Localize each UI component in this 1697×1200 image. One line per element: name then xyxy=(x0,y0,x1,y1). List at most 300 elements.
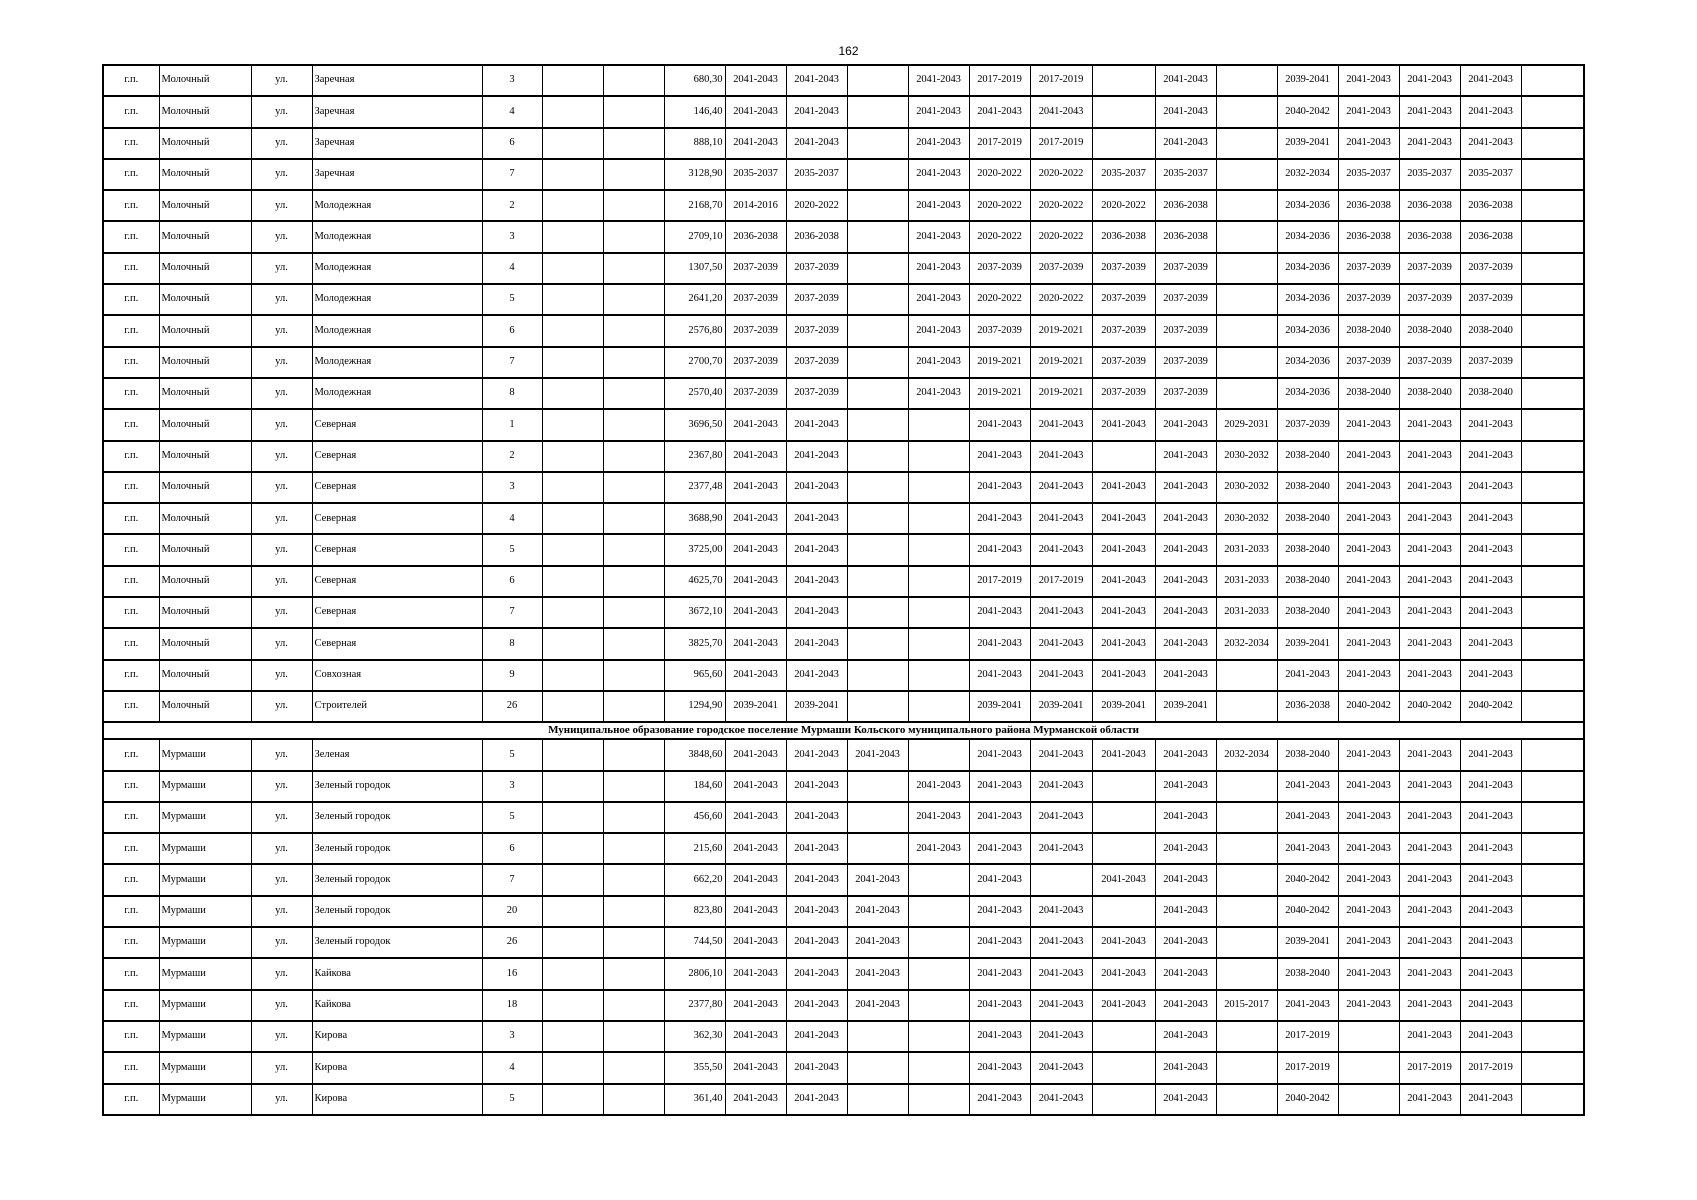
settlement-type-cell: г.п. xyxy=(103,221,159,252)
settlement-name-cell: Молочный xyxy=(159,253,251,284)
repair-period-cell: 2041-2043 xyxy=(1155,441,1216,472)
repair-period-cell xyxy=(847,833,908,864)
area-cell: 1294,90 xyxy=(664,691,725,722)
repair-period-cell: 2020-2022 xyxy=(969,159,1030,190)
street-name-cell: Кирова xyxy=(312,1021,482,1052)
empty-cell xyxy=(1521,534,1584,565)
repair-period-cell: 2031-2033 xyxy=(1216,566,1277,597)
repair-period-cell: 2041-2043 xyxy=(1399,65,1460,96)
repair-period-cell: 2040-2042 xyxy=(1277,896,1338,927)
empty-cell xyxy=(603,691,664,722)
repair-period-cell: 2037-2039 xyxy=(1338,347,1399,378)
repair-period-cell: 2041-2043 xyxy=(969,628,1030,659)
repair-period-cell: 2041-2043 xyxy=(786,409,847,440)
repair-period-cell xyxy=(1092,441,1155,472)
empty-cell xyxy=(542,990,603,1021)
repair-period-cell: 2038-2040 xyxy=(1460,315,1521,346)
area-cell: 2377,80 xyxy=(664,990,725,1021)
empty-cell xyxy=(542,864,603,895)
empty-cell xyxy=(542,96,603,127)
empty-cell xyxy=(542,802,603,833)
settlement-type-cell: г.п. xyxy=(103,315,159,346)
repair-period-cell xyxy=(1216,253,1277,284)
repair-period-cell: 2038-2040 xyxy=(1399,378,1460,409)
repair-period-cell: 2041-2043 xyxy=(1338,864,1399,895)
repair-period-cell: 2037-2039 xyxy=(1277,409,1338,440)
table-row xyxy=(103,378,1584,409)
repair-period-cell xyxy=(847,503,908,534)
area-cell: 2377,48 xyxy=(664,472,725,503)
repair-period-cell: 2032-2034 xyxy=(1216,739,1277,770)
repair-period-cell: 2041-2043 xyxy=(969,958,1030,989)
empty-cell xyxy=(542,441,603,472)
repair-period-cell: 2041-2043 xyxy=(1030,771,1092,802)
area-cell: 2700,70 xyxy=(664,347,725,378)
street-name-cell: Северная xyxy=(312,472,482,503)
street-type-cell: ул. xyxy=(251,253,312,284)
repair-period-cell: 2019-2021 xyxy=(969,378,1030,409)
settlement-name-cell: Мурмаши xyxy=(159,771,251,802)
settlement-type-cell: г.п. xyxy=(103,597,159,628)
repair-period-cell: 2037-2039 xyxy=(1460,347,1521,378)
empty-cell xyxy=(603,65,664,96)
area-cell: 3128,90 xyxy=(664,159,725,190)
repair-period-cell: 2041-2043 xyxy=(1460,503,1521,534)
repair-period-cell: 2038-2040 xyxy=(1277,958,1338,989)
repair-period-cell: 2041-2043 xyxy=(786,96,847,127)
house-number-cell: 1 xyxy=(482,409,542,440)
repair-period-cell: 2037-2039 xyxy=(786,378,847,409)
settlement-type-cell: г.п. xyxy=(103,96,159,127)
repair-period-cell xyxy=(1216,802,1277,833)
repair-period-cell: 2041-2043 xyxy=(1030,441,1092,472)
house-number-cell: 9 xyxy=(482,660,542,691)
repair-period-cell: 2041-2043 xyxy=(1399,409,1460,440)
repair-schedule-table xyxy=(102,64,1585,1116)
empty-cell xyxy=(1521,284,1584,315)
repair-period-cell: 2041-2043 xyxy=(1399,441,1460,472)
repair-period-cell: 2041-2043 xyxy=(908,347,969,378)
repair-period-cell: 2041-2043 xyxy=(1338,896,1399,927)
repair-period-cell: 2037-2039 xyxy=(786,253,847,284)
table-row xyxy=(103,597,1584,628)
house-number-cell: 16 xyxy=(482,958,542,989)
repair-period-cell: 2041-2043 xyxy=(786,597,847,628)
repair-period-cell: 2037-2039 xyxy=(969,315,1030,346)
area-cell: 3725,00 xyxy=(664,534,725,565)
empty-cell xyxy=(542,190,603,221)
street-type-cell: ул. xyxy=(251,896,312,927)
repair-period-cell: 2034-2036 xyxy=(1277,190,1338,221)
repair-period-cell: 2041-2043 xyxy=(1030,990,1092,1021)
repair-period-cell: 2041-2043 xyxy=(969,990,1030,1021)
settlement-name-cell: Молочный xyxy=(159,159,251,190)
repair-period-cell: 2041-2043 xyxy=(847,864,908,895)
repair-period-cell: 2041-2043 xyxy=(969,660,1030,691)
repair-period-cell: 2041-2043 xyxy=(1155,96,1216,127)
repair-period-cell: 2041-2043 xyxy=(1399,958,1460,989)
repair-period-cell xyxy=(1216,347,1277,378)
repair-period-cell: 2041-2043 xyxy=(1030,472,1092,503)
empty-cell xyxy=(542,159,603,190)
repair-period-cell: 2041-2043 xyxy=(969,597,1030,628)
table-row xyxy=(103,65,1584,96)
repair-period-cell xyxy=(1216,1052,1277,1083)
table-row xyxy=(103,534,1584,565)
settlement-type-cell: г.п. xyxy=(103,660,159,691)
empty-cell xyxy=(1521,864,1584,895)
repair-period-cell: 2041-2043 xyxy=(1030,1021,1092,1052)
repair-period-cell: 2032-2034 xyxy=(1277,159,1338,190)
area-cell: 3848,60 xyxy=(664,739,725,770)
empty-cell xyxy=(1521,128,1584,159)
street-name-cell: Заречная xyxy=(312,159,482,190)
repair-period-cell: 2037-2039 xyxy=(786,284,847,315)
repair-period-cell: 2038-2040 xyxy=(1277,534,1338,565)
street-name-cell: Зеленый городок xyxy=(312,802,482,833)
empty-cell xyxy=(603,315,664,346)
table-row xyxy=(103,958,1584,989)
empty-cell xyxy=(542,128,603,159)
repair-period-cell: 2037-2039 xyxy=(1092,284,1155,315)
repair-period-cell: 2037-2039 xyxy=(1092,378,1155,409)
settlement-type-cell: г.п. xyxy=(103,833,159,864)
table-row xyxy=(103,691,1584,722)
repair-period-cell: 2041-2043 xyxy=(908,802,969,833)
repair-period-cell: 2041-2043 xyxy=(1399,128,1460,159)
repair-period-cell: 2020-2022 xyxy=(786,190,847,221)
empty-cell xyxy=(1521,660,1584,691)
repair-period-cell: 2041-2043 xyxy=(1030,660,1092,691)
repair-period-cell xyxy=(847,534,908,565)
repair-period-cell xyxy=(908,534,969,565)
repair-period-cell: 2019-2021 xyxy=(1030,378,1092,409)
street-type-cell: ул. xyxy=(251,864,312,895)
house-number-cell: 8 xyxy=(482,628,542,659)
repair-period-cell xyxy=(1216,65,1277,96)
settlement-type-cell: г.п. xyxy=(103,896,159,927)
table-row xyxy=(103,1021,1584,1052)
empty-cell xyxy=(603,503,664,534)
empty-cell xyxy=(1521,503,1584,534)
repair-period-cell xyxy=(908,566,969,597)
repair-period-cell: 2039-2041 xyxy=(1155,691,1216,722)
empty-cell xyxy=(603,927,664,958)
settlement-type-cell: г.п. xyxy=(103,284,159,315)
repair-period-cell xyxy=(908,691,969,722)
repair-period-cell: 2041-2043 xyxy=(1277,802,1338,833)
repair-period-cell: 2041-2043 xyxy=(1092,628,1155,659)
repair-period-cell: 2041-2043 xyxy=(1155,896,1216,927)
empty-cell xyxy=(542,927,603,958)
house-number-cell: 3 xyxy=(482,221,542,252)
repair-period-cell: 2020-2022 xyxy=(1030,159,1092,190)
repair-period-cell: 2041-2043 xyxy=(1030,628,1092,659)
repair-period-cell: 2041-2043 xyxy=(786,1052,847,1083)
repair-period-cell: 2037-2039 xyxy=(786,347,847,378)
table-row xyxy=(103,739,1584,770)
repair-period-cell: 2041-2043 xyxy=(1460,896,1521,927)
repair-period-cell: 2041-2043 xyxy=(1338,927,1399,958)
repair-period-cell: 2041-2043 xyxy=(1277,771,1338,802)
settlement-type-cell: г.п. xyxy=(103,347,159,378)
empty-cell xyxy=(1521,190,1584,221)
repair-period-cell: 2041-2043 xyxy=(786,472,847,503)
repair-period-cell: 2041-2043 xyxy=(908,65,969,96)
area-cell: 2576,80 xyxy=(664,315,725,346)
repair-period-cell xyxy=(1216,1084,1277,1115)
repair-period-cell: 2041-2043 xyxy=(1030,927,1092,958)
repair-period-cell: 2017-2019 xyxy=(1277,1021,1338,1052)
repair-period-cell: 2041-2043 xyxy=(1155,958,1216,989)
settlement-name-cell: Молочный xyxy=(159,190,251,221)
repair-period-cell: 2037-2039 xyxy=(786,315,847,346)
repair-period-cell: 2017-2019 xyxy=(1399,1052,1460,1083)
repair-period-cell xyxy=(847,1084,908,1115)
street-type-cell: ул. xyxy=(251,660,312,691)
repair-period-cell: 2020-2022 xyxy=(969,190,1030,221)
street-type-cell: ул. xyxy=(251,1084,312,1115)
repair-period-cell: 2041-2043 xyxy=(725,802,786,833)
repair-period-cell: 2037-2039 xyxy=(1155,315,1216,346)
settlement-name-cell: Молочный xyxy=(159,315,251,346)
settlement-name-cell: Молочный xyxy=(159,566,251,597)
repair-period-cell: 2041-2043 xyxy=(1030,1084,1092,1115)
street-name-cell: Зеленый городок xyxy=(312,833,482,864)
house-number-cell: 4 xyxy=(482,1052,542,1083)
repair-period-cell: 2041-2043 xyxy=(1155,503,1216,534)
repair-period-cell xyxy=(847,1052,908,1083)
repair-period-cell: 2041-2043 xyxy=(1399,503,1460,534)
empty-cell xyxy=(542,691,603,722)
table-row xyxy=(103,315,1584,346)
empty-cell xyxy=(603,534,664,565)
repair-period-cell xyxy=(1030,864,1092,895)
repair-period-cell: 2041-2043 xyxy=(1338,566,1399,597)
house-number-cell: 4 xyxy=(482,96,542,127)
table-row xyxy=(103,628,1584,659)
repair-period-cell: 2036-2038 xyxy=(786,221,847,252)
repair-period-cell: 2041-2043 xyxy=(969,441,1030,472)
repair-period-cell xyxy=(1092,1084,1155,1115)
house-number-cell: 3 xyxy=(482,771,542,802)
settlement-type-cell: г.п. xyxy=(103,159,159,190)
empty-cell xyxy=(603,802,664,833)
table-row xyxy=(103,128,1584,159)
repair-period-cell: 2014-2016 xyxy=(725,190,786,221)
repair-period-cell: 2041-2043 xyxy=(1460,771,1521,802)
repair-period-cell: 2037-2039 xyxy=(1092,253,1155,284)
repair-period-cell: 2041-2043 xyxy=(908,159,969,190)
area-cell: 362,30 xyxy=(664,1021,725,1052)
empty-cell xyxy=(542,1021,603,1052)
repair-period-cell: 2039-2041 xyxy=(1277,65,1338,96)
repair-period-cell: 2041-2043 xyxy=(1155,833,1216,864)
repair-period-cell xyxy=(847,96,908,127)
repair-period-cell: 2041-2043 xyxy=(1338,503,1399,534)
empty-cell xyxy=(542,566,603,597)
repair-period-cell: 2039-2041 xyxy=(786,691,847,722)
settlement-name-cell: Молочный xyxy=(159,503,251,534)
empty-cell xyxy=(1521,691,1584,722)
repair-period-cell: 2041-2043 xyxy=(1338,441,1399,472)
street-type-cell: ул. xyxy=(251,128,312,159)
repair-period-cell: 2041-2043 xyxy=(1155,990,1216,1021)
empty-cell xyxy=(1521,1052,1584,1083)
street-type-cell: ул. xyxy=(251,1052,312,1083)
empty-cell xyxy=(1521,927,1584,958)
repair-period-cell: 2041-2043 xyxy=(1030,409,1092,440)
repair-period-cell: 2038-2040 xyxy=(1399,315,1460,346)
settlement-name-cell: Мурмаши xyxy=(159,927,251,958)
area-cell: 361,40 xyxy=(664,1084,725,1115)
settlement-type-cell: г.п. xyxy=(103,503,159,534)
repair-period-cell: 2041-2043 xyxy=(786,628,847,659)
repair-period-cell: 2041-2043 xyxy=(786,441,847,472)
repair-period-cell: 2017-2019 xyxy=(969,128,1030,159)
street-type-cell: ул. xyxy=(251,65,312,96)
house-number-cell: 2 xyxy=(482,441,542,472)
repair-period-cell: 2041-2043 xyxy=(969,1021,1030,1052)
repair-period-cell xyxy=(847,660,908,691)
section-header-row xyxy=(103,722,1584,739)
street-name-cell: Северная xyxy=(312,597,482,628)
repair-period-cell: 2041-2043 xyxy=(969,96,1030,127)
repair-period-cell xyxy=(1216,315,1277,346)
repair-period-cell: 2017-2019 xyxy=(1030,128,1092,159)
street-type-cell: ул. xyxy=(251,597,312,628)
empty-cell xyxy=(542,221,603,252)
repair-period-cell: 2039-2041 xyxy=(1277,628,1338,659)
repair-period-cell xyxy=(1216,833,1277,864)
repair-period-cell: 2041-2043 xyxy=(786,896,847,927)
repair-period-cell: 2041-2043 xyxy=(1155,128,1216,159)
repair-period-cell: 2041-2043 xyxy=(1092,503,1155,534)
repair-period-cell xyxy=(1216,927,1277,958)
repair-period-cell: 2041-2043 xyxy=(847,739,908,770)
house-number-cell: 2 xyxy=(482,190,542,221)
repair-period-cell: 2039-2041 xyxy=(1030,691,1092,722)
street-type-cell: ул. xyxy=(251,691,312,722)
repair-period-cell: 2041-2043 xyxy=(725,472,786,503)
repair-period-cell: 2041-2043 xyxy=(1092,534,1155,565)
table-row xyxy=(103,1084,1584,1115)
house-number-cell: 20 xyxy=(482,896,542,927)
empty-cell xyxy=(542,833,603,864)
repair-period-cell: 2041-2043 xyxy=(1338,802,1399,833)
area-cell: 2806,10 xyxy=(664,958,725,989)
street-type-cell: ул. xyxy=(251,833,312,864)
settlement-name-cell: Молочный xyxy=(159,472,251,503)
repair-period-cell: 2041-2043 xyxy=(1338,833,1399,864)
street-type-cell: ул. xyxy=(251,284,312,315)
empty-cell xyxy=(603,1084,664,1115)
repair-period-cell: 2041-2043 xyxy=(1092,660,1155,691)
repair-period-cell: 2041-2043 xyxy=(725,628,786,659)
repair-period-cell: 2041-2043 xyxy=(1460,958,1521,989)
repair-period-cell: 2041-2043 xyxy=(1460,65,1521,96)
repair-period-cell xyxy=(847,159,908,190)
table-row xyxy=(103,159,1584,190)
repair-period-cell: 2041-2043 xyxy=(1338,771,1399,802)
repair-period-cell: 2041-2043 xyxy=(786,833,847,864)
repair-period-cell xyxy=(1216,896,1277,927)
repair-period-cell: 2041-2043 xyxy=(969,771,1030,802)
house-number-cell: 6 xyxy=(482,566,542,597)
table-row xyxy=(103,441,1584,472)
repair-period-cell xyxy=(908,990,969,1021)
settlement-name-cell: Молочный xyxy=(159,534,251,565)
repair-period-cell: 2036-2038 xyxy=(1092,221,1155,252)
settlement-name-cell: Мурмаши xyxy=(159,958,251,989)
empty-cell xyxy=(603,253,664,284)
street-name-cell: Молодежная xyxy=(312,190,482,221)
street-name-cell: Зеленый городок xyxy=(312,864,482,895)
repair-period-cell: 2041-2043 xyxy=(1338,597,1399,628)
repair-period-cell: 2036-2038 xyxy=(1277,691,1338,722)
settlement-name-cell: Мурмаши xyxy=(159,896,251,927)
repair-period-cell: 2037-2039 xyxy=(1030,253,1092,284)
repair-period-cell: 2041-2043 xyxy=(1399,833,1460,864)
street-type-cell: ул. xyxy=(251,503,312,534)
repair-period-cell: 2041-2043 xyxy=(1092,739,1155,770)
table-row xyxy=(103,1052,1584,1083)
repair-period-cell: 2041-2043 xyxy=(1338,958,1399,989)
repair-period-cell: 2041-2043 xyxy=(786,1021,847,1052)
repair-period-cell: 2041-2043 xyxy=(1460,1021,1521,1052)
repair-period-cell: 2038-2040 xyxy=(1338,315,1399,346)
repair-period-cell: 2041-2043 xyxy=(1155,927,1216,958)
street-name-cell: Северная xyxy=(312,628,482,659)
repair-period-cell: 2019-2021 xyxy=(1030,347,1092,378)
settlement-name-cell: Мурмаши xyxy=(159,990,251,1021)
repair-period-cell: 2038-2040 xyxy=(1460,378,1521,409)
area-cell: 3825,70 xyxy=(664,628,725,659)
section-title: Муниципальное образование городское поселение Мурмаши Кольского муниципального района Мурманской области xyxy=(103,722,1584,739)
empty-cell xyxy=(1521,253,1584,284)
repair-period-cell: 2041-2043 xyxy=(1155,409,1216,440)
street-name-cell: Молодежная xyxy=(312,253,482,284)
empty-cell xyxy=(1521,315,1584,346)
settlement-name-cell: Молочный xyxy=(159,691,251,722)
settlement-type-cell: г.п. xyxy=(103,190,159,221)
table-row xyxy=(103,566,1584,597)
repair-period-cell: 2017-2019 xyxy=(1030,566,1092,597)
repair-period-cell: 2041-2043 xyxy=(1155,566,1216,597)
street-type-cell: ул. xyxy=(251,771,312,802)
empty-cell xyxy=(603,159,664,190)
area-cell: 184,60 xyxy=(664,771,725,802)
repair-period-cell: 2041-2043 xyxy=(1155,472,1216,503)
area-cell: 3696,50 xyxy=(664,409,725,440)
street-type-cell: ул. xyxy=(251,378,312,409)
repair-period-cell: 2041-2043 xyxy=(1338,739,1399,770)
repair-period-cell: 2041-2043 xyxy=(1338,990,1399,1021)
repair-period-cell xyxy=(908,739,969,770)
empty-cell xyxy=(542,284,603,315)
settlement-name-cell: Молочный xyxy=(159,65,251,96)
empty-cell xyxy=(542,347,603,378)
repair-period-cell xyxy=(1216,221,1277,252)
empty-cell xyxy=(603,190,664,221)
settlement-name-cell: Мурмаши xyxy=(159,1021,251,1052)
repair-period-cell: 2041-2043 xyxy=(1155,628,1216,659)
repair-period-cell xyxy=(847,628,908,659)
repair-period-cell: 2019-2021 xyxy=(1030,315,1092,346)
repair-period-cell: 2041-2043 xyxy=(786,534,847,565)
repair-period-cell: 2041-2043 xyxy=(1460,660,1521,691)
empty-cell xyxy=(1521,159,1584,190)
